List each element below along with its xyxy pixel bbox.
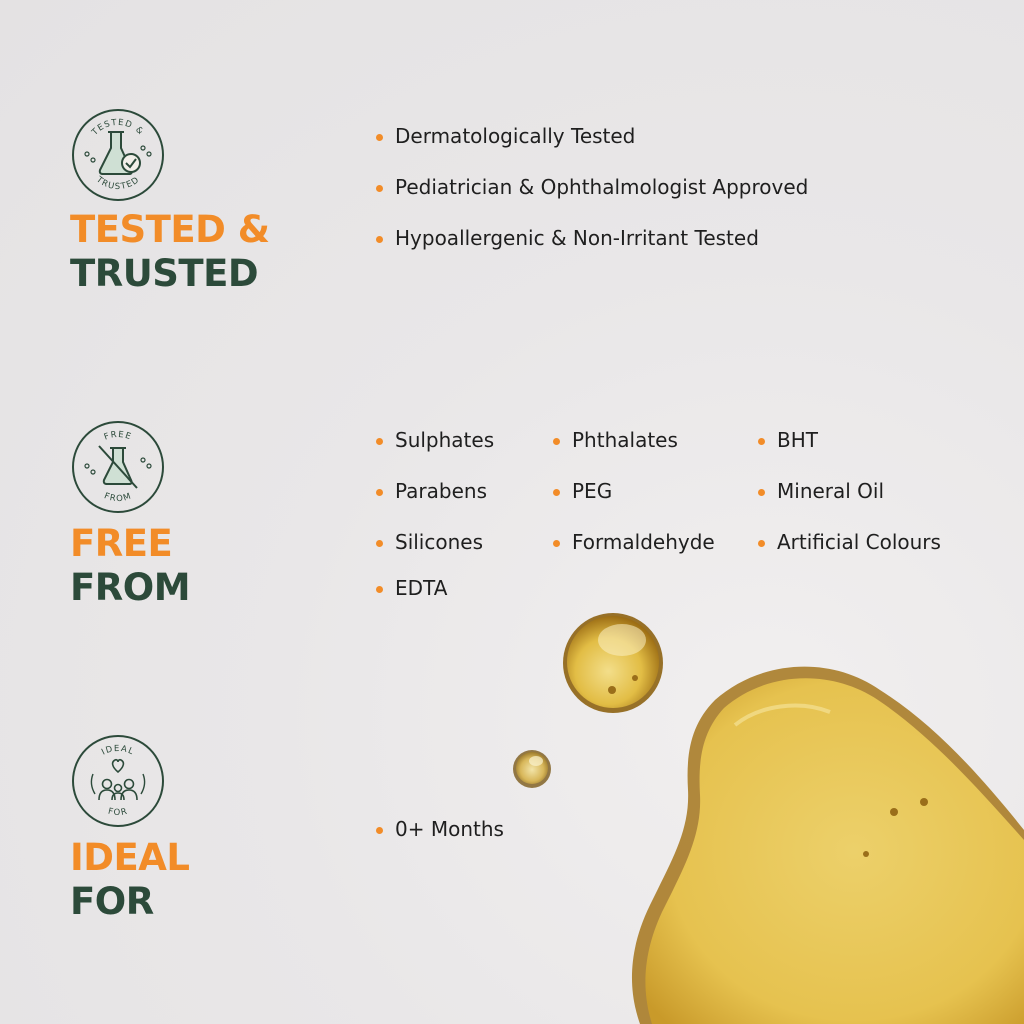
ideal-for-heading [70, 836, 189, 924]
heading-dark-line: FOR [70, 880, 154, 923]
bullet-icon [758, 438, 765, 445]
bullet-icon [376, 185, 383, 192]
list-item [376, 817, 504, 841]
tested-trusted-heading [70, 208, 270, 296]
heading-dark-line: TRUSTED [70, 252, 259, 295]
flask-check-icon [71, 108, 165, 202]
list-item-label: PEG [572, 479, 613, 503]
list-item-label: BHT [777, 428, 818, 452]
list-item-label: Artificial Colours [777, 530, 941, 554]
free-from-heading [70, 522, 190, 610]
list-item [758, 428, 818, 452]
list-item [553, 479, 612, 503]
heading-accent-line: FREE [70, 522, 173, 565]
heading-dark-line: FROM [70, 566, 191, 609]
svg-text:FROM: FROM [102, 491, 134, 505]
list-item-label: Hypoallergenic & Non-Irritant Tested [395, 226, 759, 250]
list-item-label: 0+ Months [395, 817, 504, 841]
list-item-label: Dermatologically Tested [395, 124, 636, 148]
svg-text:TRUSTED: TRUSTED [94, 174, 142, 193]
svg-text:FOR: FOR [106, 806, 130, 819]
list-item-label: Phthalates [572, 428, 678, 452]
list-item [376, 175, 808, 199]
bullet-icon [376, 438, 383, 445]
family-heart-icon [71, 734, 165, 828]
list-item [758, 479, 884, 503]
bullet-icon [553, 438, 560, 445]
bullet-icon [376, 586, 383, 593]
bullet-icon [376, 236, 383, 243]
crossed-flask-icon [71, 420, 165, 514]
bullet-icon [553, 540, 560, 547]
list-item-label: Silicones [395, 530, 483, 554]
list-item [553, 530, 715, 554]
tested-trusted-badge [71, 108, 165, 202]
list-item-label: Pediatrician & Ophthalmologist Approved [395, 175, 809, 199]
list-item [376, 479, 487, 503]
svg-text:TESTED &: TESTED & [90, 117, 146, 138]
list-item [376, 428, 494, 452]
list-item-label: Mineral Oil [777, 479, 885, 503]
list-item [376, 530, 483, 554]
bullet-icon [553, 489, 560, 496]
bullet-icon [758, 540, 765, 547]
list-item-label: Parabens [395, 479, 487, 503]
svg-text:FREE: FREE [102, 429, 134, 443]
bullet-icon [376, 134, 383, 141]
list-item [376, 124, 635, 148]
list-item-label: Formaldehyde [572, 530, 715, 554]
free-from-badge [71, 420, 165, 514]
bullet-icon [376, 489, 383, 496]
svg-text:IDEAL: IDEAL [100, 743, 136, 758]
heading-accent-line: TESTED & [70, 208, 270, 251]
list-item [553, 428, 678, 452]
list-item [376, 576, 447, 600]
bullet-icon [376, 827, 383, 834]
list-item [758, 530, 941, 554]
list-item [376, 226, 759, 250]
bullet-icon [758, 489, 765, 496]
list-item-label: Sulphates [395, 428, 495, 452]
bullet-icon [376, 540, 383, 547]
heading-accent-line: IDEAL [70, 836, 190, 879]
list-item-label: EDTA [395, 576, 448, 600]
ideal-for-badge [71, 734, 165, 828]
